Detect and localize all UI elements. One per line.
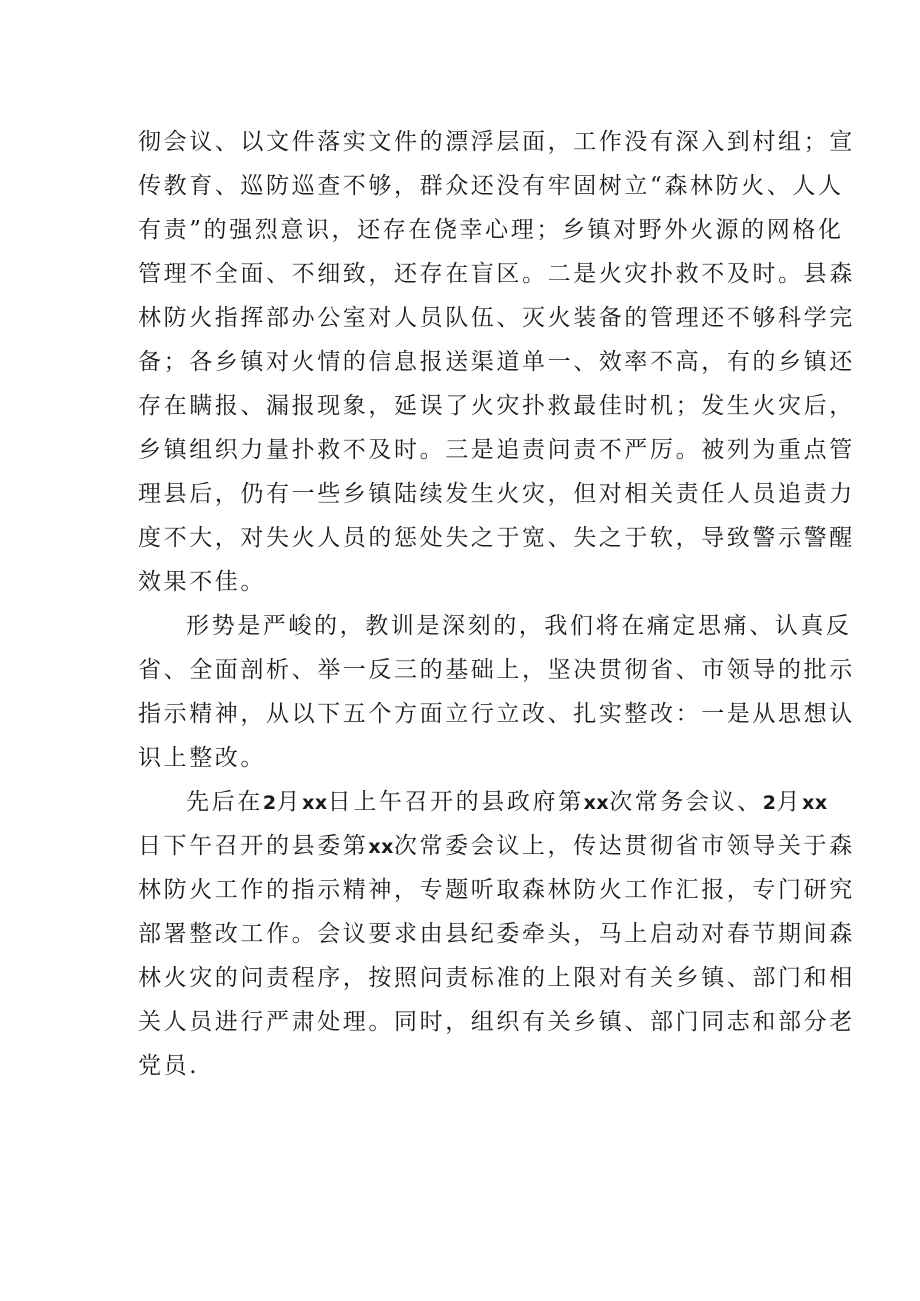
text-run: 月 — [276, 789, 303, 815]
text-line: 省、全面剖析、举一反三的基础上，坚决贯彻省、市领导的批示 — [138, 657, 855, 683]
placeholder-number: xx — [802, 792, 828, 814]
text-line — [138, 824, 855, 868]
paragraph-situation — [138, 604, 855, 780]
text-run: 日下午召开的县委第 — [138, 833, 369, 859]
date-number: 2 — [762, 792, 777, 814]
body-text — [138, 120, 855, 1088]
text-line: 效果不佳。 — [138, 569, 266, 595]
placeholder-number: xx — [302, 792, 328, 814]
text-run: 次常委会议上，传达贯彻省市领导关于森 — [393, 833, 855, 859]
text-run: 先后在 — [186, 789, 263, 815]
text-run: 日上午召开的县政府第 — [327, 789, 584, 815]
placeholder-number: xx — [583, 792, 610, 814]
date-number: 2 — [262, 792, 277, 814]
text-line: 部署整改工作。会议要求由县纪委牵头，马上启动对春节期间森 — [138, 921, 855, 947]
text-line: 乡镇组织力量扑救不及时。三是追责问责不严厉。被列为重点管 — [138, 437, 855, 463]
text-line — [138, 780, 828, 824]
text-line: 存在瞒报、漏报现象，延误了火灾扑救最佳时机；发生火灾后， — [138, 393, 855, 419]
text-line: 党员. — [138, 1053, 200, 1079]
text-run: 次常务会议、 — [609, 789, 763, 815]
text-line: 指示精神，从以下五个方面立行立改、扎实整改：一是从思想认 — [138, 701, 855, 727]
text-line: 林防火指挥部办公室对人员队伍、灭火装备的管理还不够科学完 — [138, 305, 855, 331]
paragraph-meetings — [138, 780, 855, 1088]
text-line: 度不大，对失火人员的惩处失之于宽、失之于软，导致警示警醒 — [138, 525, 855, 551]
text-line: 理县后，仍有一些乡镇陆续发生火灾，但对相关责任人员追责力 — [138, 481, 855, 507]
text-line: 林火灾的问责程序，按照问责标准的上限对有关乡镇、部门和相 — [138, 965, 855, 991]
text-line: 传教育、巡防巡查不够，群众还没有牢固树立“森林防火、人人 — [138, 173, 844, 199]
text-line: 识上整改。 — [138, 745, 266, 771]
text-line: 彻会议、以文件落实文件的漂浮层面，工作没有深入到村组；宣 — [138, 129, 855, 155]
paragraph-problems — [138, 120, 855, 604]
text-line: 备；各乡镇对火情的信息报送渠道单一、效率不高，有的乡镇还 — [138, 349, 855, 375]
text-run: 月 — [776, 789, 803, 815]
text-line: 林防火工作的指示精神，专题听取森林防火工作汇报，专门研究 — [138, 877, 855, 903]
text-line: 关人员进行严肃处理。同时，组织有关乡镇、部门同志和部分老 — [138, 1009, 855, 1035]
placeholder-number: xx — [368, 836, 394, 858]
text-line: 管理不全面、不细致，还存在盲区。二是火灾扑救不及时。县森 — [138, 261, 855, 287]
text-line: 形势是严峻的，教训是深刻的，我们将在痛定思痛、认真反 — [186, 613, 852, 639]
text-line: 有责”的强烈意识，还存在侥幸心理；乡镇对野外火源的网格化 — [138, 217, 844, 243]
